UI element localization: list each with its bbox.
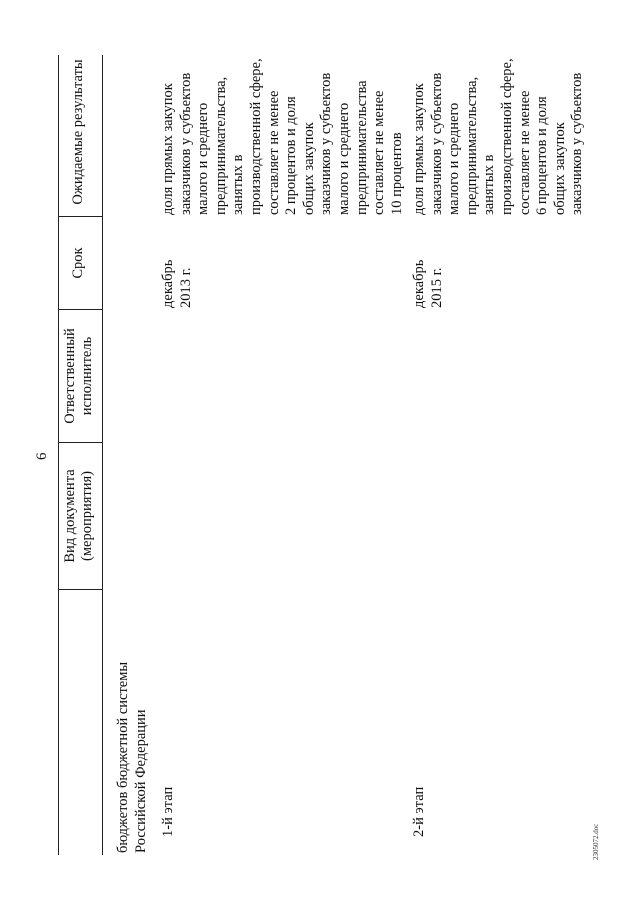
footer-filename: 2305072.doc: [592, 823, 600, 860]
header-divider-3: [58, 309, 102, 310]
stage-label-2: 2-й этап: [411, 786, 427, 837]
stage-label-1: 1-й этап: [160, 786, 176, 837]
deadline-1: декабрь 2013 г.: [160, 259, 194, 308]
header-divider-4: [58, 216, 102, 217]
header-document-type: Вид документа (мероприятия): [62, 469, 95, 563]
header-expected-results: Ожидаемые результаты: [70, 59, 86, 205]
continuation-text: бюджетов бюджетной системы Российской Федерации: [115, 661, 149, 853]
page-number: 6: [34, 452, 50, 460]
table-top-rule: [58, 55, 59, 855]
deadline-2: декабрь 2015 г.: [411, 259, 445, 308]
header-deadline: Срок: [70, 247, 86, 279]
result-text-1: доля прямых закупок заказчиков у субъектов малого и среднего предпринимательства, занятых в производственной сфере, составляет не менее 2 процентов и доля общих закупок заказчиков у субъектов малого и среднего предпринимательства составляет не менее 10 процентов: [160, 58, 405, 215]
header-executor: Ответственный исполнитель: [62, 328, 95, 424]
header-divider-1: [58, 589, 102, 590]
header-divider-2: [58, 442, 102, 443]
table-header-rule: [102, 55, 103, 855]
result-text-2: доля прямых закупок заказчиков у субъектов малого и среднего предпринимательства, занятых в производственной сфере, составляет не менее 6 процентов и доля общих закупок заказчиков у субъектов: [411, 58, 586, 215]
